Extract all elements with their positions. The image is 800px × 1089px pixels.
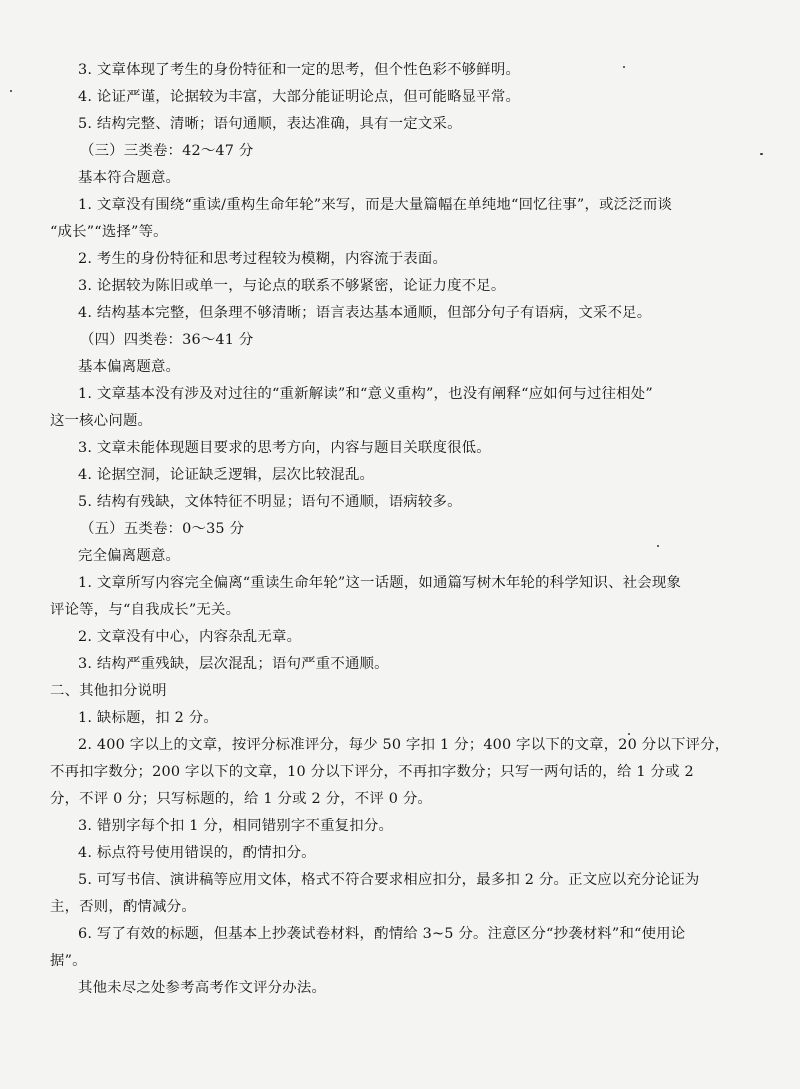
section-heading: （三）三类卷：42～47 分 <box>80 143 254 159</box>
section-summary: 完全偏离题意。 <box>78 548 181 564</box>
criterion-line: 3. 文章未能体现题目要求的思考方向，内容与题目关联度很低。 <box>78 440 491 456</box>
criterion-line: 2. 文章没有中心，内容杂乱无章。 <box>78 629 302 645</box>
section-heading: （四）四类卷：36～41 分 <box>80 332 254 348</box>
deduction-line: 3. 错别字每个扣 1 分，相同错别字不重复扣分。 <box>78 818 394 834</box>
section-heading: （五）五类卷：0～35 分 <box>80 521 245 537</box>
closing-note: 其他未尽之处参考高考作文评分办法。 <box>78 980 327 996</box>
criterion-line: 3. 结构严重残缺，层次混乱；语句严重不通顺。 <box>78 656 389 672</box>
criterion-line-continued: 这一核心问题。 <box>50 413 153 429</box>
criterion-line: 1. 文章基本没有涉及对过往的“重新解读”和“意义重构”，也没有阐释“应如何与过往相处” <box>78 386 653 402</box>
criterion-line: 1. 文章没有围绕“重读/重构生命年轮”来写，而是大量篇幅在单纯地“回忆往事”，或泛泛而谈 <box>78 197 673 213</box>
criterion-line-continued: “成长”“选择”等。 <box>50 224 168 240</box>
deduction-line: 1. 缺标题，扣 2 分。 <box>78 710 218 726</box>
criterion-line: 4. 论据空洞，论证缺乏逻辑，层次比较混乱。 <box>78 467 375 483</box>
criterion-line: 3. 论据较为陈旧或单一，与论点的联系不够紧密，论证力度不足。 <box>78 278 506 294</box>
criterion-line: 2. 考生的身份特征和思考过程较为模糊，内容流于表面。 <box>78 251 448 267</box>
deduction-line: 4. 标点符号使用错误的，酌情扣分。 <box>78 845 316 861</box>
criterion-line-continued: 评论等，与“自我成长”无关。 <box>50 602 241 618</box>
deduction-line-continued: 分，不评 0 分；只写标题的，给 1 分或 2 分，不评 0 分。 <box>50 791 433 807</box>
criterion-line: 3. 文章体现了考生的身份特征和一定的思考，但个性色彩不够鲜明。 <box>78 62 521 78</box>
document-body <box>50 57 740 1002</box>
deduction-line-continued: 不再扣字数分；200 字以下的文章，10 分以下评分，不再扣字数分；只写一两句话的，给 1 分或 2 <box>50 764 694 780</box>
criterion-line: 5. 结构有残缺，文体特征不明显；语句不通顺，语病较多。 <box>78 494 462 510</box>
deduction-line-continued: 主，否则，酌情减分。 <box>50 899 196 915</box>
deduction-line-continued: 据”。 <box>50 953 87 969</box>
criterion-line: 4. 论证严谨，论据较为丰富，大部分能证明论点，但可能略显平常。 <box>78 89 521 105</box>
section-summary: 基本偏离题意。 <box>78 359 181 375</box>
criterion-line: 4. 结构基本完整，但条理不够清晰；语言表达基本通顺，但部分句子有语病，文采不足。 <box>78 305 652 321</box>
scan-speck <box>760 153 763 155</box>
scan-speck <box>10 90 12 92</box>
deduction-line: 2. 400 字以上的文章，按评分标准评分，每少 50 字扣 1 分；400 字以下的文章，20 分以下评分， <box>78 737 730 753</box>
criterion-line: 1. 文章所写内容完全偏离“重读生命年轮”这一话题，如通篇写树木年轮的科学知识、社会现象 <box>78 575 682 591</box>
section-summary: 基本符合题意。 <box>78 170 181 186</box>
criterion-line: 5. 结构完整、清晰；语句通顺，表达准确，具有一定文采。 <box>78 116 462 132</box>
deduction-line: 6. 写了有效的标题，但基本上抄袭试卷材料，酌情给 3~5 分。注意区分“抄袭材料”和“使用论 <box>78 926 686 942</box>
deduction-line: 5. 可写书信、演讲稿等应用文体，格式不符合要求相应扣分，最多扣 2 分。正文应以充分论证为 <box>78 872 700 888</box>
part-heading: 二、其他扣分说明 <box>50 683 167 699</box>
